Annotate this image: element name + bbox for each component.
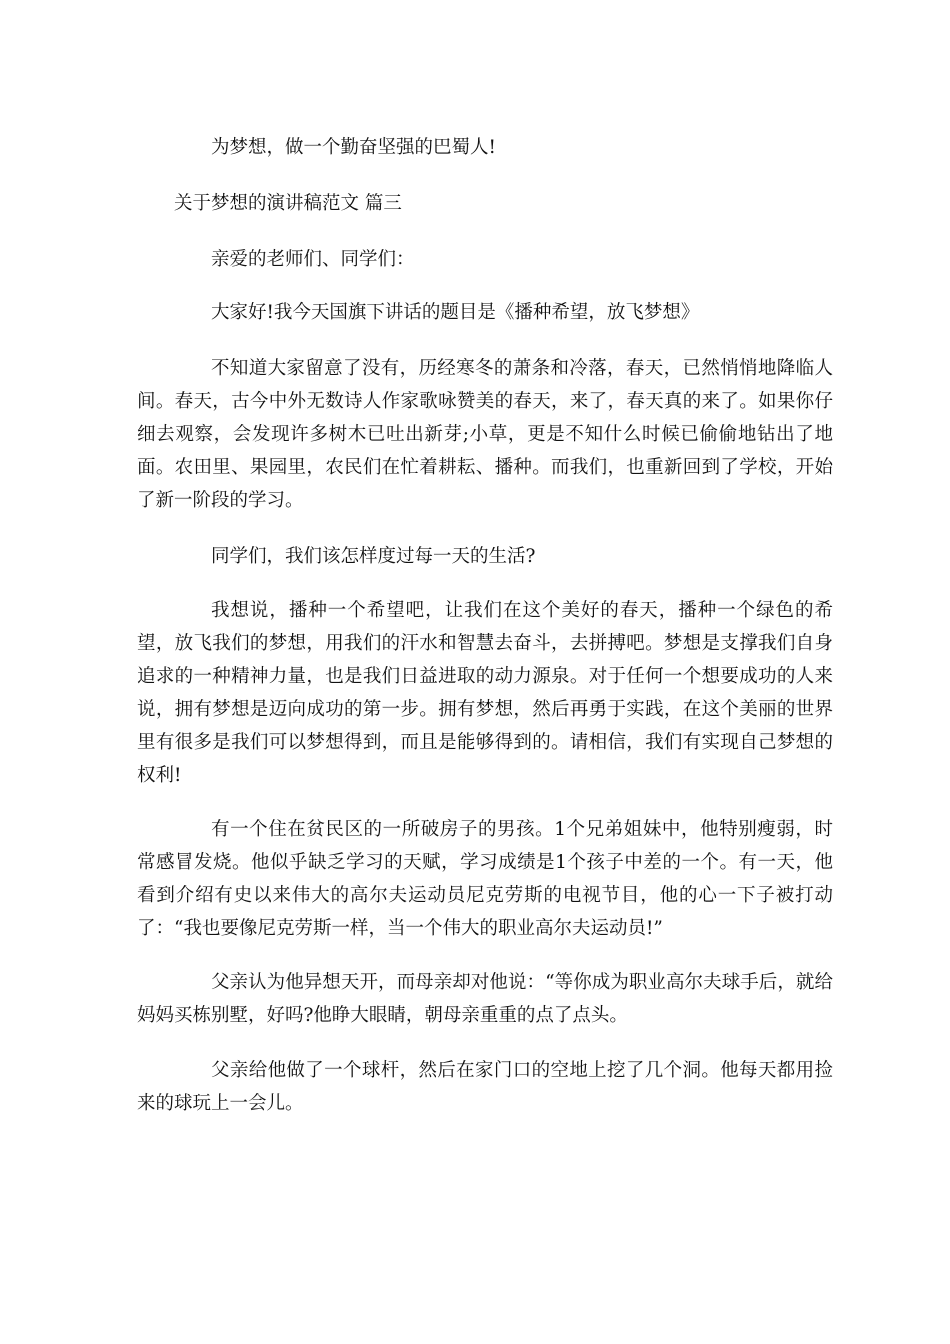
paragraph-greeting: 亲爱的老师们、同学们： xyxy=(211,249,415,270)
paragraph-boy-story: 有一个住在贫民区的一所破房子的男孩。1个兄弟姐妹中，他特别瘦弱，时常感冒发烧。他似乎缺乏学习的天赋，学习成绩是1个孩子中差的一个。有一天，他看到介绍有史以来伟大的高尔夫运动员尼克劳斯的电视节目，他的心一下子被打动了：“我也要像尼克劳斯一样，当一个伟大的职业高尔夫运动员!” xyxy=(137,819,833,939)
section-title: 关于梦想的演讲稿范文 篇三 xyxy=(174,193,402,214)
paragraph-speech-topic: 大家好!我今天国旗下讲话的题目是《播种希望，放飞梦想》 xyxy=(211,302,700,323)
closing-line: 为梦想，做一个勤奋坚强的巴蜀人! xyxy=(211,137,496,158)
paragraph-father: 父亲给他做了一个球杆，然后在家门口的空地上挖了几个洞。他每天都用捡来的球玩上一会儿。 xyxy=(137,1060,833,1114)
paragraph-question: 同学们，我们该怎样度过每一天的生活? xyxy=(211,546,536,567)
paragraph-mother: 父亲认为他异想天开，而母亲却对他说：“等你成为职业高尔夫球手后，就给妈妈买栋别墅，好吗?他睁大眼睛，朝母亲重重的点了点头。 xyxy=(137,972,833,1026)
paragraph-dream: 我想说，播种一个希望吧，让我们在这个美好的春天，播种一个绿色的希望，放飞我们的梦想，用我们的汗水和智慧去奋斗，去拼搏吧。梦想是支撑我们自身追求的一种精神力量，也是我们日益进取的动力源泉。对于任何一个想要成功的人来说，拥有梦想是迈向成功的第一步。拥有梦想，然后再勇于实践，在这个美丽的世界里有很多是我们可以梦想得到，而且是能够得到的。请相信，我们有实现自己梦想的权利! xyxy=(137,600,833,786)
paragraph-spring: 不知道大家留意了没有，历经寒冬的萧条和冷落，春天，已然悄悄地降临人间。春天，古今中外无数诗人作家歌咏赞美的春天，来了，春天真的来了。如果你仔细去观察，会发现许多树木已吐出新芽;小草，更是不知什么时候已偷偷地钻出了地面。农田里、果园里，农民们在忙着耕耘、播种。而我们，也重新回到了学校，开始了新一阶段的学习。 xyxy=(137,358,833,511)
